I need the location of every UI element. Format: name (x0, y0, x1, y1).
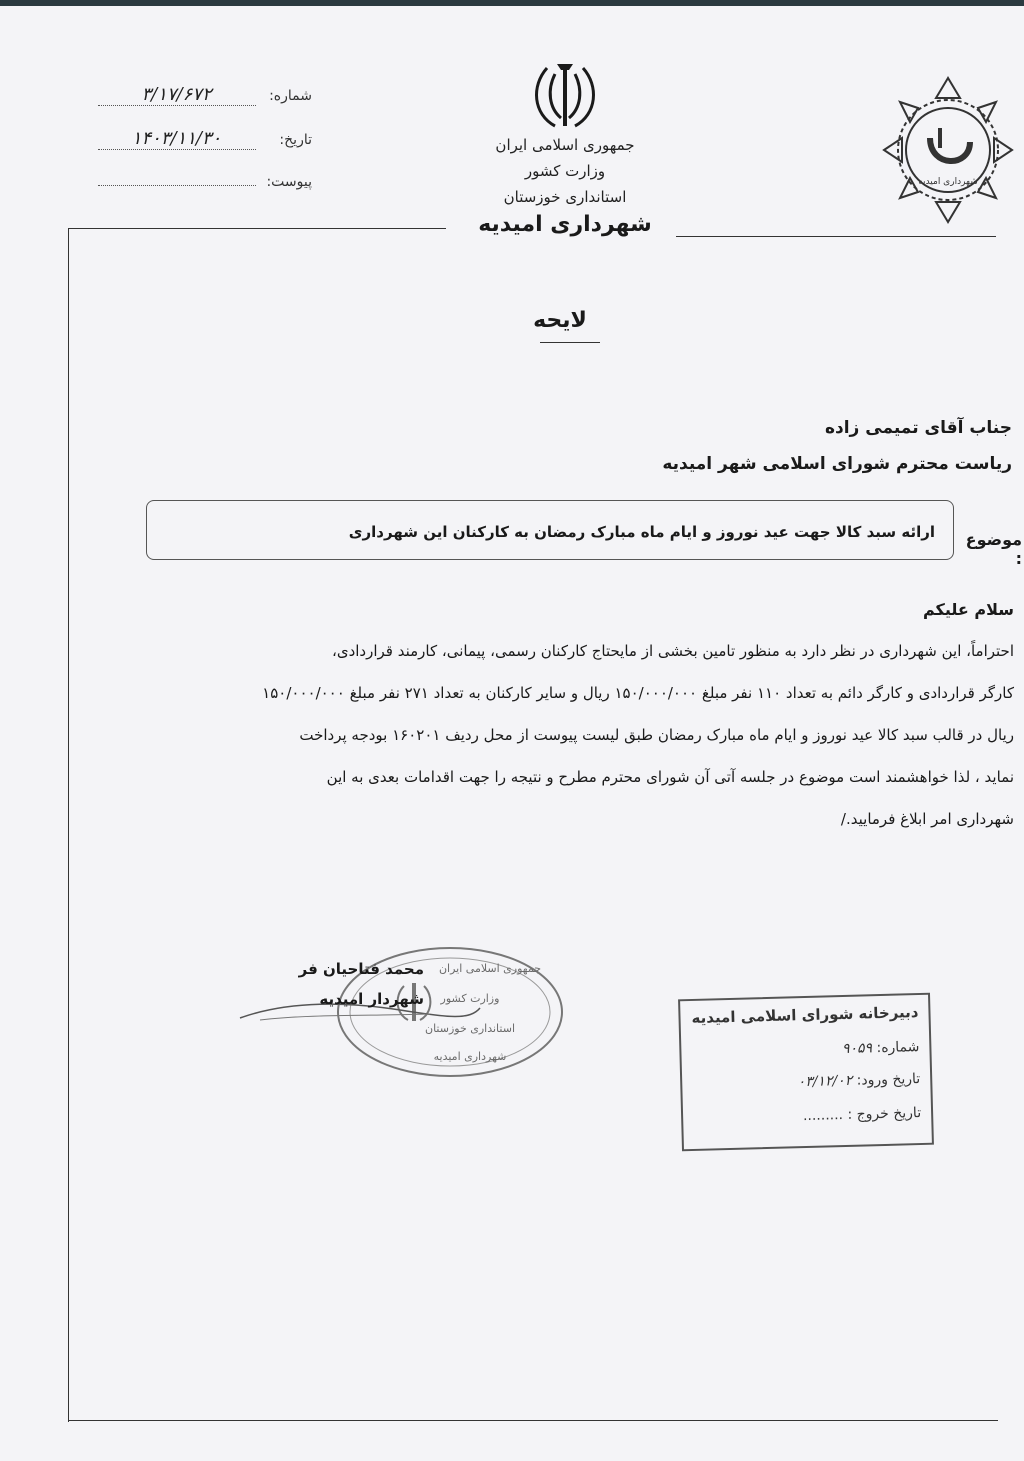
letter-number (92, 84, 312, 106)
document-title: لایحه (533, 308, 587, 333)
ministry-line-3: استانداری خوزستان (503, 188, 627, 206)
letter-number-value: ۳/۱۷/۶۷۲ (98, 84, 256, 106)
frame-top-left (68, 228, 446, 229)
document-title-underline (540, 342, 600, 343)
letter-date-label: تاریخ: (279, 132, 312, 148)
seal-line-1: جمهوری اسلامی ایران (438, 962, 542, 975)
body-line-4: نماید ، لذا خواهشمند است موضوع در جلسه آتی آن شورای محترم مطرح و نتیجه را جهت اقدامات بعدی به این (326, 768, 1014, 786)
letter-attachment-value (98, 185, 256, 186)
stamp-exit-value: ......... (802, 1107, 844, 1125)
seal-line-4: شهرداری امیدیه (433, 1050, 507, 1063)
body-line-5: شهرداری امر ابلاغ فرمایید./ (840, 810, 1014, 828)
letter-attachment (92, 174, 312, 190)
body-line-2: کارگر قراردادی و کارگر دائم به تعداد ۱۱۰ نفر مبلغ ۱۵۰/۰۰۰/۰۰۰ ریال و سایر کارکنان به تعداد ۲۷۱ نفر مبلغ ۱۵۰/۰۰۰/۰۰۰ (262, 684, 1014, 702)
body-line-1: احتراماً، این شهرداری در نظر دارد به منظور تامین بخشی از مایحتاج کارکنان رسمی، پیمانی، کارمند قراردادی، (332, 642, 1014, 660)
letter-attachment-label: پیوست: (266, 174, 312, 190)
iran-emblem-icon (525, 56, 605, 136)
stamp-entry-value: ۰۳/۱۲/۰۲ (797, 1072, 853, 1091)
seal-line-3: استانداری خوزستان (424, 1022, 516, 1035)
signer-name: محمد فتاحیان فر (298, 960, 424, 978)
subject-text: ارائه سبد کالا جهت عید نوروز و ایام ماه مبارک رمضان به کارکنان این شهرداری (348, 523, 935, 541)
stamp-entry-label: تاریخ ورود: (856, 1071, 921, 1089)
stamp-exit-date (689, 1105, 921, 1127)
letter-number-label: شماره: (269, 88, 312, 104)
greeting: سلام علیکم (922, 600, 1014, 619)
municipality-title: شهرداری امیدیه (478, 212, 652, 237)
ministry-line-2: وزارت کشور (524, 162, 606, 180)
addressee-title: ریاست محترم شورای اسلامی شهر امیدیه (662, 454, 1012, 474)
scan-edge (0, 0, 1024, 6)
seal-line-2: وزارت کشور (440, 992, 500, 1005)
subject-box (146, 500, 954, 560)
stamp-number-value: ۹۰۵۹ (841, 1040, 873, 1058)
frame-left (68, 228, 69, 1422)
signer-title: شهردار امیدیه (319, 990, 424, 1008)
logo-text: شهرداری امیدیه (918, 177, 978, 187)
body-line-3: ریال در قالب سبد کالا عید نوروز و ایام ماه مبارک رمضان طبق لیست پیوست از محل ردیف ۱۶۰۲۰۱ بودجه پرداخت (299, 726, 1014, 744)
stamp-number-label: شماره: (876, 1039, 920, 1057)
ministry-line-1: جمهوری اسلامی ایران (495, 136, 635, 154)
municipality-logo-icon (874, 68, 1022, 228)
stamp-number (687, 1039, 919, 1061)
stamp-entry-date (688, 1071, 920, 1093)
addressee-name: جناب آقای تمیمی زاده (824, 418, 1012, 438)
subject-label: موضوع : (965, 530, 1022, 568)
frame-top-right (676, 236, 996, 237)
stamp-title: دبیرخانه شورای اسلامی امیدیه (691, 1003, 919, 1027)
letter-date-value: ۱۴۰۳/۱۱/۳۰ (98, 128, 256, 150)
stamp-exit-label: تاریخ خروج : (847, 1105, 922, 1123)
council-registration-stamp (678, 993, 934, 1152)
frame-bottom (68, 1420, 998, 1421)
letter-date (92, 128, 312, 150)
